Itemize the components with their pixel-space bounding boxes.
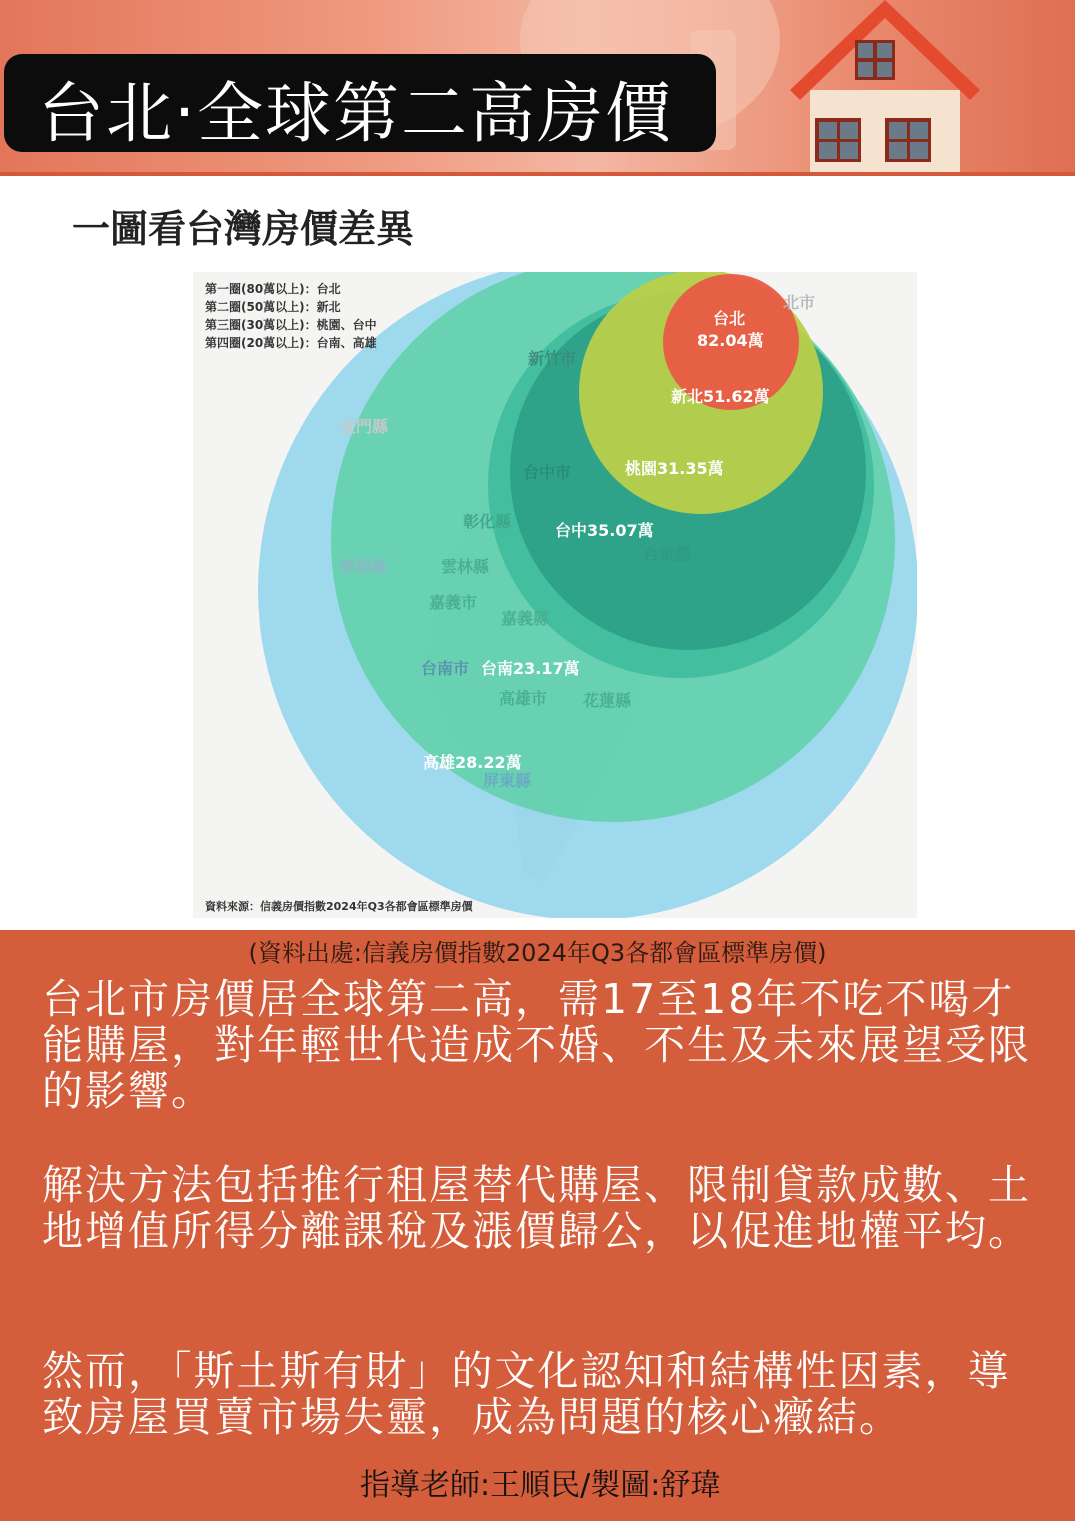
legend-item: 第二圈(50萬以上)：新北 xyxy=(205,300,341,314)
section-subtitle: 一圖看台灣房價差異 xyxy=(72,207,415,251)
page-title: 台北‧全球第二高房價 xyxy=(38,75,673,152)
map-label: 台南市 xyxy=(421,659,470,678)
legend-item: 第三圈(30萬以上)：桃園、台中 xyxy=(205,318,377,332)
legend-item: 第一圈(80萬以上)：台北 xyxy=(205,282,341,296)
tainan-label: 台南23.17萬 xyxy=(481,659,580,678)
map-label: 高雄市 xyxy=(499,689,548,708)
legend-item: 第四圈(20萬以上)：台南、高雄 xyxy=(205,336,377,350)
figure-source: 資料來源：信義房價指數2024年Q3各都會區標準房價 xyxy=(205,900,473,913)
map-label: 北市 xyxy=(783,293,816,312)
figure-legend xyxy=(205,280,377,352)
credit-line: 指導老師:王順民/製圖:舒瑋 xyxy=(360,1468,721,1503)
taipei-value-label: 82.04萬 xyxy=(697,331,764,350)
map-label: 雲林縣 xyxy=(441,557,490,576)
taichung-label: 台中35.07萬 xyxy=(555,521,654,540)
paragraph-2: 解決方法包括推行租屋替代購屋、限制貸款成數、土地增值所得分離課稅及漲價歸公，以促進地權平均。 xyxy=(42,1161,1031,1255)
map-label: 澎湖縣 xyxy=(339,557,388,576)
kaohsiung-label: 高雄28.22萬 xyxy=(423,753,522,772)
price-bubble-figure xyxy=(193,272,917,918)
paragraph-1: 台北市房價居全球第二高，需17至18年不吃不喝才能購屋，對年輕世代造成不婚、不生及未來展望受限的影響。 xyxy=(42,975,1031,1115)
map-label: 金門縣 xyxy=(340,417,389,436)
map-label: 台中市 xyxy=(523,463,572,482)
banner-divider xyxy=(0,172,1075,176)
map-label: 新竹市 xyxy=(528,349,577,368)
paragraph-3: 然而，「斯土斯有財」的文化認知和結構性因素，導致房屋買賣市場失靈，成為問題的核心癥結。 xyxy=(42,1347,1011,1441)
map-label: 嘉義縣 xyxy=(501,609,550,628)
house-icon xyxy=(770,0,1000,176)
map-label: 彰化縣 xyxy=(463,512,512,531)
data-source-caption: (資料出處:信義房價指數2024年Q3各都會區標準房價) xyxy=(248,939,827,967)
newtaipei-label: 新北51.62萬 xyxy=(671,387,770,406)
map-label: 台東縣 xyxy=(643,545,692,564)
taipei-name-label: 台北 xyxy=(713,309,746,328)
map-label: 嘉義市 xyxy=(429,593,478,612)
taoyuan-label: 桃園31.35萬 xyxy=(625,459,724,478)
map-label: 屏東縣 xyxy=(483,771,532,790)
map-label: 花蓮縣 xyxy=(583,691,632,710)
